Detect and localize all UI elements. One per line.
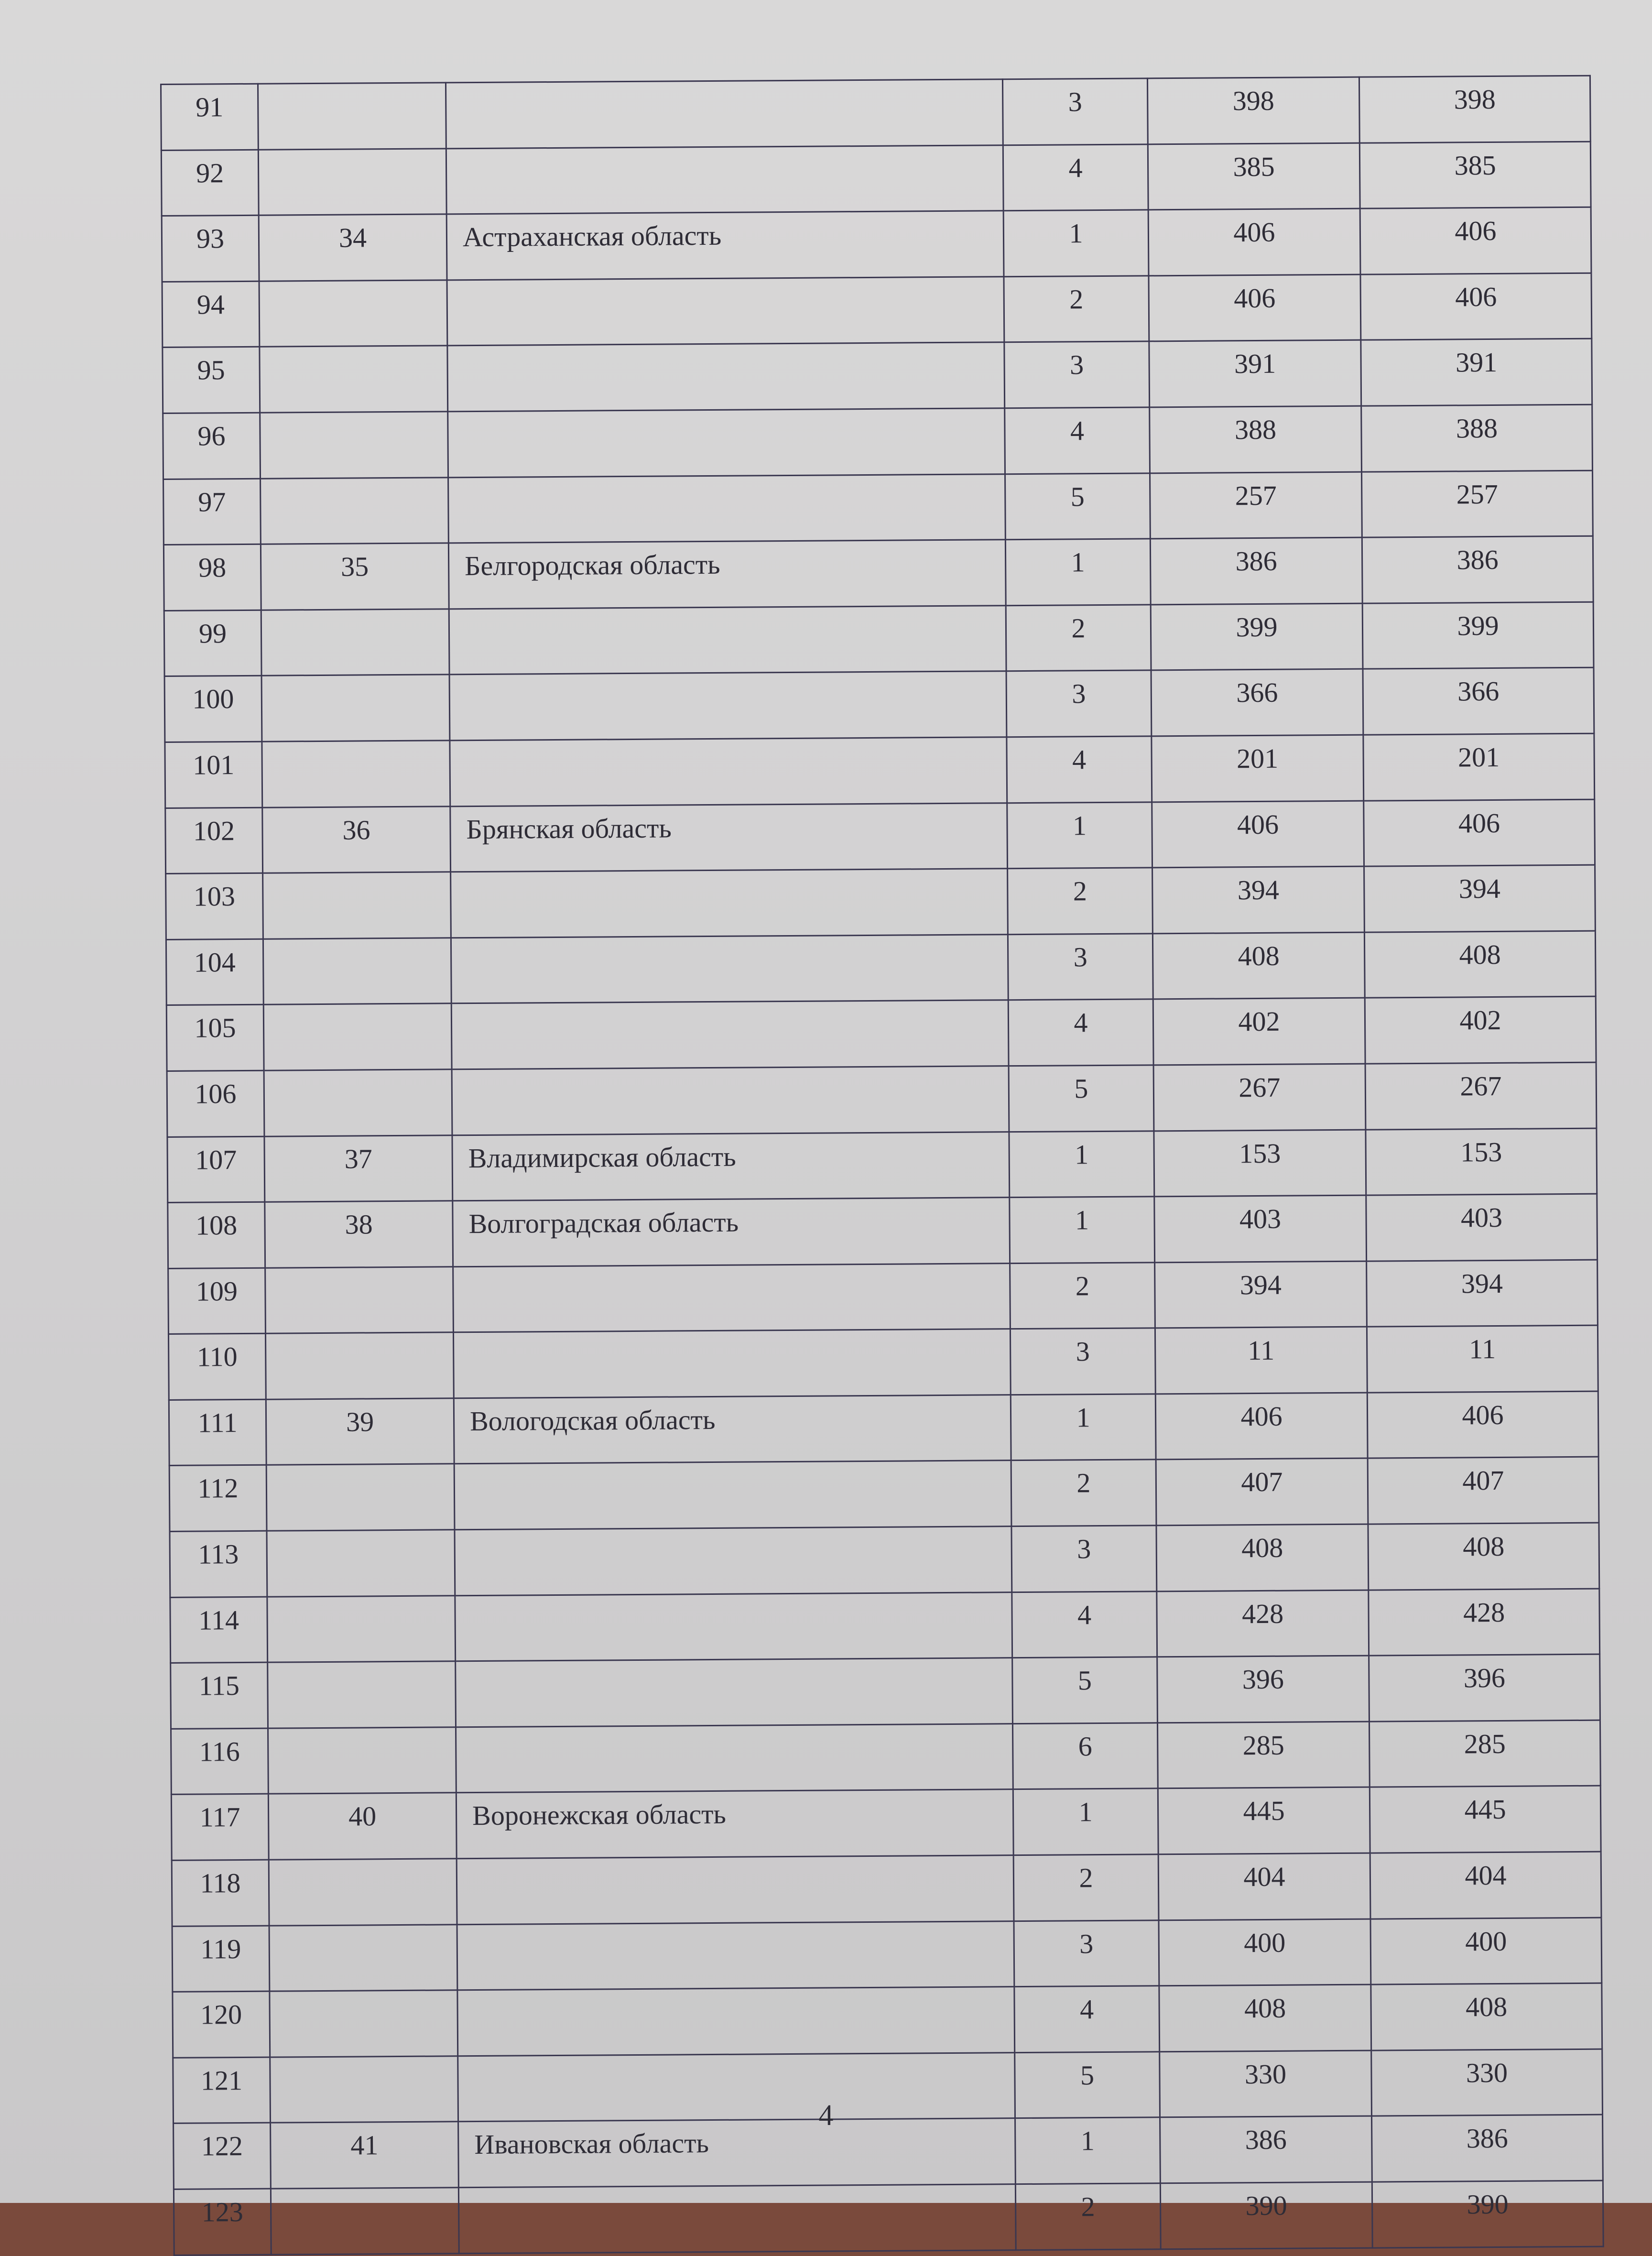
item-number-cell: 3 [1006, 670, 1152, 737]
item-number-cell: 3 [1011, 1526, 1157, 1592]
row-number-cell: 110 [168, 1333, 266, 1400]
region-name-cell: Астраханская область [446, 211, 1004, 280]
row-number-cell: 102 [165, 807, 263, 874]
value-b-cell: 407 [1368, 1457, 1599, 1525]
item-number-cell: 2 [1013, 1854, 1159, 1921]
row-number-cell: 115 [171, 1662, 268, 1729]
table-row [163, 404, 1593, 479]
region-name-cell [449, 605, 1006, 675]
value-b-cell: 398 [1359, 76, 1590, 143]
region-code-cell [265, 1266, 454, 1333]
table-row [170, 1589, 1600, 1663]
value-a-cell: 406 [1149, 274, 1361, 341]
value-b-cell: 404 [1370, 1852, 1601, 1919]
region-name-cell [453, 1263, 1011, 1332]
region-code-cell: 34 [259, 214, 447, 281]
item-number-cell: 5 [1009, 1065, 1154, 1132]
region-code-cell [267, 1530, 455, 1597]
item-number-cell: 1 [1009, 1131, 1154, 1197]
region-name-cell [457, 1921, 1014, 1990]
table-row [161, 142, 1591, 216]
row-number-cell: 109 [168, 1268, 266, 1334]
item-number-cell: 1 [1013, 1788, 1158, 1855]
table-row [166, 931, 1596, 1005]
table-row [167, 1062, 1597, 1137]
row-number-cell: 96 [163, 413, 261, 479]
value-b-cell: 391 [1361, 339, 1592, 406]
item-number-cell: 4 [1005, 407, 1150, 474]
item-number-cell: 4 [1014, 1986, 1160, 2052]
table-row [171, 1786, 1601, 1861]
value-b-cell: 257 [1362, 470, 1593, 538]
value-b-cell: 267 [1365, 1062, 1597, 1130]
region-code-cell: 38 [265, 1201, 453, 1268]
region-name-cell: Брянская область [450, 803, 1008, 872]
item-number-cell: 3 [1014, 1920, 1159, 1986]
value-a-cell: 267 [1153, 1064, 1366, 1131]
value-a-cell: 390 [1160, 2182, 1372, 2249]
table-row [168, 1194, 1598, 1268]
region-code-cell [259, 280, 447, 347]
table-row [169, 1391, 1598, 1466]
row-number-cell: 103 [166, 873, 263, 939]
item-number-cell: 4 [1008, 999, 1153, 1066]
value-b-cell: 385 [1359, 142, 1591, 209]
row-number-cell: 100 [164, 676, 262, 742]
region-name-cell [451, 869, 1008, 938]
value-a-cell: 402 [1153, 998, 1365, 1065]
value-b-cell: 403 [1366, 1194, 1598, 1261]
region-code-cell: 37 [264, 1135, 453, 1202]
item-number-cell: 2 [1008, 868, 1153, 934]
value-b-cell: 400 [1370, 1918, 1602, 1985]
region-code-cell [260, 346, 448, 413]
region-code-cell [268, 1727, 456, 1794]
table-row [171, 1720, 1601, 1795]
region-code-cell [261, 477, 449, 544]
region-name-cell [452, 1066, 1009, 1135]
row-number-cell: 92 [161, 150, 259, 216]
value-a-cell: 398 [1147, 77, 1359, 144]
table-body [161, 76, 1604, 2255]
region-name-cell: Воронежская область [456, 1789, 1013, 1859]
region-code-cell [263, 872, 451, 939]
item-number-cell: 2 [1011, 1460, 1156, 1526]
table-row [164, 602, 1594, 676]
table-row [171, 1654, 1600, 1729]
region-name-cell: Владимирская область [452, 1132, 1010, 1201]
region-name-cell [446, 145, 1003, 214]
value-b-cell: 408 [1371, 1983, 1602, 2050]
row-number-cell: 107 [167, 1136, 265, 1203]
row-number-cell: 101 [165, 741, 262, 808]
item-number-cell: 1 [1011, 1394, 1156, 1460]
row-number-cell: 120 [173, 1991, 270, 2058]
value-b-cell: 11 [1367, 1325, 1598, 1393]
row-number-cell: 104 [166, 939, 263, 1005]
region-code-cell [260, 412, 448, 479]
value-a-cell: 407 [1156, 1459, 1368, 1526]
value-a-cell: 366 [1151, 669, 1363, 736]
item-number-cell: 1 [1007, 802, 1152, 868]
value-b-cell: 445 [1369, 1786, 1601, 1853]
row-number-cell: 117 [171, 1794, 269, 1861]
value-a-cell: 388 [1150, 406, 1362, 473]
table-row [166, 865, 1596, 939]
value-b-cell: 390 [1372, 2180, 1603, 2248]
value-a-cell: 406 [1152, 801, 1364, 868]
region-name-cell: Вологодская область [454, 1395, 1011, 1464]
value-a-cell: 428 [1157, 1590, 1369, 1657]
region-code-cell: 40 [268, 1793, 456, 1860]
region-name-cell [447, 342, 1005, 412]
value-a-cell: 403 [1154, 1195, 1367, 1262]
item-number-cell: 4 [1012, 1591, 1157, 1657]
value-a-cell: 391 [1149, 340, 1361, 407]
row-number-cell: 106 [167, 1070, 264, 1137]
value-b-cell: 408 [1364, 931, 1596, 998]
row-number-cell: 119 [172, 1926, 270, 1992]
region-code-cell [261, 675, 450, 741]
row-number-cell: 105 [166, 1005, 264, 1071]
value-b-cell: 366 [1363, 668, 1594, 735]
region-code-cell: 39 [266, 1398, 454, 1465]
item-number-cell: 2 [1006, 605, 1151, 671]
table-row [168, 1325, 1598, 1400]
table-row [174, 2115, 1603, 2190]
value-a-cell: 11 [1155, 1327, 1367, 1394]
item-number-cell: 1 [1005, 539, 1151, 605]
value-b-cell: 330 [1371, 2049, 1603, 2116]
table-row [164, 668, 1594, 742]
table-row [170, 1523, 1599, 1597]
value-a-cell: 399 [1151, 603, 1363, 670]
region-code-cell [270, 2056, 458, 2123]
value-a-cell: 408 [1152, 932, 1365, 999]
value-a-cell: 406 [1155, 1393, 1368, 1460]
value-a-cell: 330 [1160, 2050, 1372, 2117]
region-name-cell [448, 408, 1005, 478]
region-name-cell [451, 1000, 1009, 1069]
value-b-cell: 386 [1362, 536, 1593, 603]
item-number-cell: 3 [1004, 341, 1150, 408]
value-a-cell: 406 [1148, 208, 1360, 275]
region-code-cell [265, 1332, 454, 1399]
value-a-cell: 400 [1159, 1919, 1371, 1986]
region-name-cell [450, 737, 1007, 806]
region-name-cell [453, 1329, 1011, 1398]
value-a-cell: 408 [1156, 1524, 1369, 1591]
region-name-cell [458, 2184, 1016, 2254]
region-name-cell [456, 1658, 1013, 1727]
item-number-cell: 6 [1012, 1723, 1158, 1789]
value-a-cell: 396 [1157, 1656, 1369, 1722]
region-code-cell [269, 1859, 457, 1926]
region-name-cell [447, 277, 1004, 346]
value-b-cell: 408 [1368, 1523, 1599, 1590]
value-a-cell: 201 [1152, 735, 1364, 802]
value-b-cell: 388 [1361, 404, 1593, 472]
region-code-cell [266, 1464, 455, 1531]
table-row [161, 76, 1591, 150]
region-code-cell: 36 [262, 806, 451, 873]
table-row [163, 339, 1592, 414]
item-number-cell: 1 [1003, 210, 1149, 276]
table-row [174, 2180, 1603, 2255]
table-row [173, 1983, 1602, 2058]
value-a-cell: 394 [1152, 866, 1365, 933]
table-row [162, 207, 1591, 282]
region-code-cell: 35 [261, 543, 449, 610]
region-name-cell [455, 1592, 1012, 1661]
item-number-cell: 5 [1012, 1657, 1158, 1723]
region-name-cell [446, 79, 1003, 149]
row-number-cell: 93 [162, 215, 259, 282]
row-number-cell: 118 [172, 1860, 269, 1926]
region-code-cell [271, 2188, 459, 2255]
value-a-cell: 404 [1158, 1853, 1370, 1920]
value-b-cell: 201 [1363, 733, 1595, 801]
row-number-cell: 111 [169, 1399, 266, 1466]
table-row [173, 2049, 1603, 2124]
table-row [162, 273, 1592, 348]
region-name-cell [451, 934, 1008, 1003]
item-number-cell: 4 [1007, 736, 1152, 803]
row-number-cell: 94 [162, 281, 260, 348]
value-a-cell: 386 [1160, 2116, 1372, 2183]
value-b-cell: 394 [1367, 1260, 1598, 1327]
table-row [165, 799, 1595, 874]
value-b-cell: 153 [1366, 1128, 1597, 1196]
region-code-cell [263, 1003, 452, 1070]
value-a-cell: 408 [1159, 1984, 1371, 2051]
table-row [163, 470, 1593, 545]
value-a-cell: 285 [1157, 1722, 1369, 1788]
region-code-cell [270, 1990, 458, 2057]
table-row [172, 1852, 1601, 1926]
value-b-cell: 406 [1364, 799, 1595, 867]
region-code-cell [262, 741, 450, 807]
row-number-cell: 116 [171, 1728, 269, 1795]
item-number-cell: 2 [1004, 276, 1149, 342]
value-b-cell: 406 [1360, 273, 1592, 340]
row-number-cell: 98 [163, 544, 261, 610]
table-row [166, 997, 1596, 1071]
row-number-cell: 108 [168, 1202, 265, 1268]
region-name-cell [455, 1526, 1012, 1596]
value-b-cell: 402 [1365, 997, 1596, 1064]
value-a-cell: 394 [1155, 1261, 1367, 1328]
value-b-cell: 394 [1364, 865, 1596, 932]
row-number-cell: 95 [163, 347, 260, 414]
item-number-cell: 3 [1008, 934, 1153, 1000]
value-b-cell: 406 [1360, 207, 1591, 274]
table-row [172, 1918, 1602, 1992]
row-number-cell: 123 [174, 2189, 271, 2255]
item-number-cell: 5 [1015, 2052, 1160, 2118]
row-number-cell: 97 [163, 479, 261, 545]
value-b-cell: 386 [1372, 2115, 1603, 2182]
region-name-cell [458, 2052, 1015, 2122]
value-a-cell: 257 [1150, 472, 1362, 539]
table-row [168, 1260, 1598, 1334]
value-a-cell: 153 [1154, 1130, 1366, 1197]
row-number-cell: 121 [173, 2057, 271, 2124]
row-number-cell: 113 [170, 1531, 267, 1597]
region-name-cell [449, 671, 1007, 741]
region-name-cell [456, 1724, 1013, 1793]
region-code-cell [264, 1069, 452, 1136]
value-b-cell: 428 [1369, 1589, 1600, 1656]
region-name-cell: Белгородская область [448, 540, 1006, 609]
data-table [160, 75, 1604, 2256]
value-a-cell: 445 [1158, 1787, 1370, 1854]
value-b-cell: 285 [1369, 1720, 1600, 1787]
value-a-cell: 385 [1148, 143, 1360, 210]
region-code-cell [269, 1924, 457, 1991]
region-code-cell [261, 609, 449, 676]
row-number-cell: 99 [164, 610, 261, 676]
item-number-cell: 5 [1005, 473, 1151, 539]
item-number-cell: 1 [1010, 1197, 1155, 1263]
region-name-cell [454, 1460, 1011, 1530]
item-number-cell: 2 [1015, 2183, 1161, 2250]
region-code-cell [263, 938, 451, 1005]
row-number-cell: 114 [170, 1597, 268, 1663]
region-name-cell: Ивановская область [458, 2118, 1016, 2188]
row-number-cell: 112 [169, 1465, 267, 1532]
region-name-cell: Волгоградская область [453, 1198, 1010, 1267]
page-number: 4 [818, 2099, 834, 2132]
table-row [165, 733, 1595, 808]
item-number-cell: 2 [1010, 1263, 1155, 1329]
value-b-cell: 399 [1362, 602, 1594, 669]
table-row [163, 536, 1593, 610]
row-number-cell: 122 [174, 2123, 271, 2190]
region-code-cell [258, 148, 446, 215]
region-name-cell [456, 1855, 1014, 1925]
value-b-cell: 406 [1367, 1391, 1598, 1459]
value-a-cell: 386 [1150, 537, 1362, 604]
region-name-cell [448, 474, 1006, 543]
region-code-cell [267, 1595, 456, 1662]
item-number-cell: 1 [1015, 2117, 1161, 2184]
item-number-cell: 3 [1010, 1328, 1155, 1395]
region-code-cell [268, 1661, 456, 1728]
region-code-cell: 41 [271, 2122, 459, 2189]
region-name-cell [457, 1987, 1015, 2056]
value-b-cell: 396 [1369, 1654, 1600, 1722]
table-row [169, 1457, 1599, 1532]
region-code-cell [258, 83, 446, 150]
row-number-cell: 91 [161, 84, 259, 150]
table-row [167, 1128, 1597, 1203]
item-number-cell: 3 [1002, 78, 1148, 145]
item-number-cell: 4 [1003, 144, 1148, 210]
